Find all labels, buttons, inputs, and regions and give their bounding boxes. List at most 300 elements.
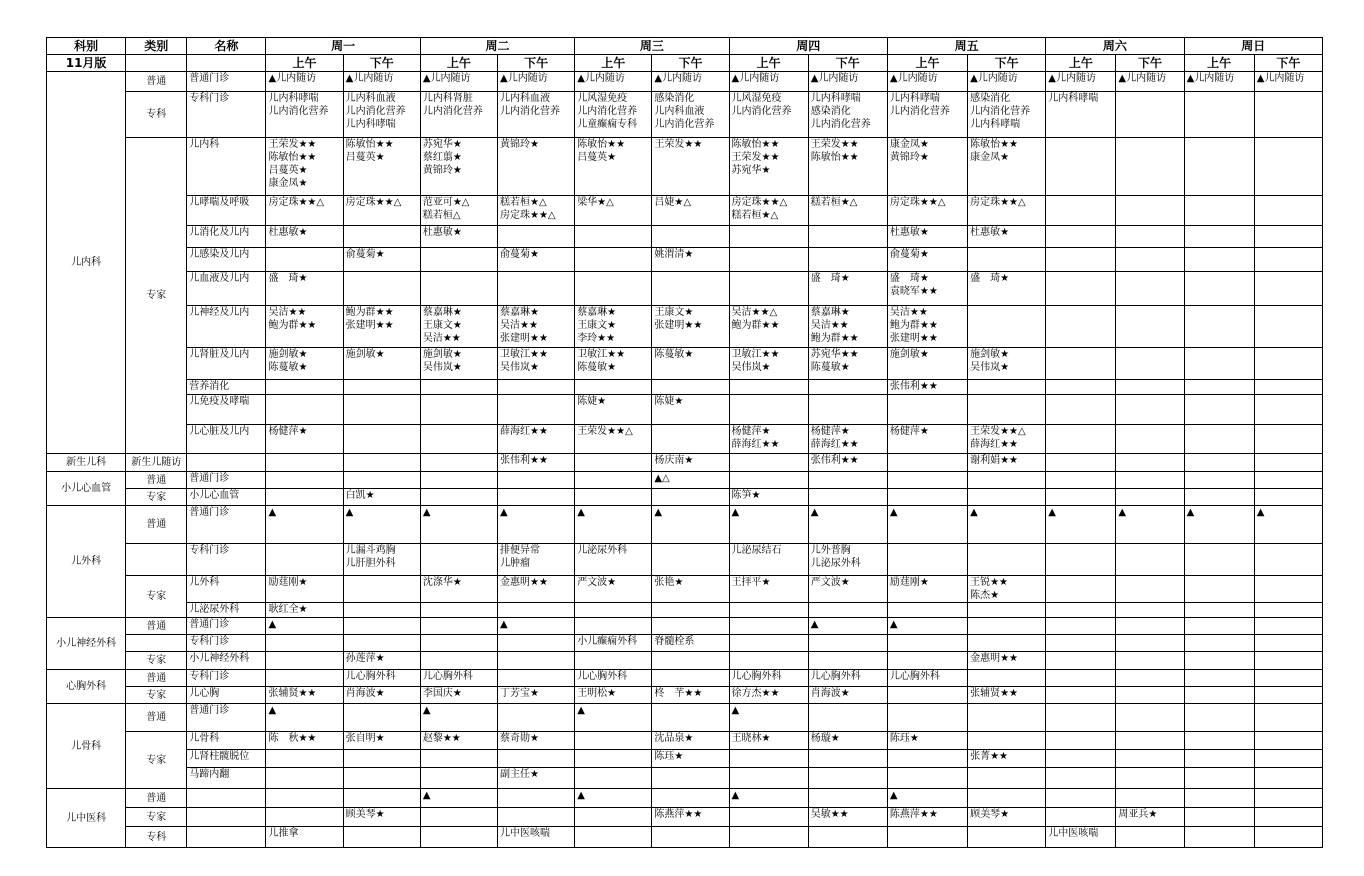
schedule-cell: 范亚可★△ 糕若桓△ bbox=[420, 196, 497, 226]
schedule-cell bbox=[1254, 196, 1322, 226]
schedule-cell bbox=[1184, 196, 1254, 226]
schedule-cell: 沈品泉★ bbox=[652, 732, 729, 750]
schedule-cell bbox=[808, 750, 887, 768]
schedule-cell bbox=[1254, 425, 1322, 454]
clinic-name-cell: 营养消化 bbox=[187, 380, 266, 395]
schedule-cell: 顾美琴★ bbox=[968, 808, 1046, 827]
schedule-cell: ▲儿内随访 bbox=[1254, 72, 1322, 92]
clinic-name-cell bbox=[187, 789, 266, 808]
schedule-cell: 张菁★★ bbox=[968, 750, 1046, 768]
schedule-cell bbox=[1116, 489, 1184, 506]
schedule-cell: ▲儿内随访 bbox=[887, 72, 967, 92]
schedule-cell bbox=[1046, 544, 1116, 576]
schedule-cell bbox=[1046, 138, 1116, 196]
schedule-cell: ▲儿内随访 bbox=[729, 72, 808, 92]
schedule-cell: 儿内科血液 儿内消化营养 儿内科哮喘 bbox=[343, 92, 420, 138]
schedule-cell: 陈珏★ bbox=[652, 750, 729, 768]
clinic-name-cell: 儿外科 bbox=[187, 576, 266, 603]
schedule-cell bbox=[652, 827, 729, 848]
schedule-cell bbox=[1116, 827, 1184, 848]
category-cell: 普通 bbox=[126, 789, 187, 808]
schedule-cell bbox=[729, 380, 808, 395]
schedule-cell bbox=[887, 687, 967, 704]
schedule-cell: 张艳★ bbox=[652, 576, 729, 603]
schedule-cell: 梁华★△ bbox=[575, 196, 652, 226]
header-blank bbox=[126, 55, 187, 72]
table-row bbox=[47, 670, 1323, 687]
schedule-cell: 赵黎★★ bbox=[420, 732, 497, 750]
clinic-name-cell: 儿感染及儿内 bbox=[187, 248, 266, 272]
table-row bbox=[47, 380, 1323, 395]
schedule-cell: 王锐★★ 陈杰★ bbox=[968, 576, 1046, 603]
schedule-cell bbox=[808, 789, 887, 808]
table-row bbox=[47, 576, 1323, 603]
schedule-cell bbox=[266, 750, 343, 768]
schedule-cell: 陈 秋★★ bbox=[266, 732, 343, 750]
schedule-cell: 顾美琴★ bbox=[343, 808, 420, 827]
schedule-cell: 张伟利★★ bbox=[498, 454, 575, 472]
schedule-cell bbox=[498, 272, 575, 306]
schedule-cell: 杜惠敏★ bbox=[266, 226, 343, 248]
table-row bbox=[47, 750, 1323, 768]
schedule-cell: ▲ bbox=[887, 618, 967, 635]
dept-cell: 儿骨科 bbox=[47, 704, 126, 789]
schedule-cell bbox=[887, 472, 967, 489]
schedule-cell bbox=[729, 618, 808, 635]
schedule-cell: 吴敏★★ bbox=[808, 808, 887, 827]
schedule-cell: 苏宛华★★ 陈蔓敏★ bbox=[808, 348, 887, 380]
schedule-cell bbox=[1116, 576, 1184, 603]
schedule-cell bbox=[1254, 92, 1322, 138]
schedule-cell bbox=[1116, 138, 1184, 196]
schedule-cell: ▲ bbox=[575, 704, 652, 732]
table-row bbox=[47, 687, 1323, 704]
schedule-cell bbox=[343, 395, 420, 425]
schedule-cell: 卫敏江★★ 吴伟岚★ bbox=[498, 348, 575, 380]
schedule-cell bbox=[968, 306, 1046, 348]
schedule-cell: 陈珏★ bbox=[887, 732, 967, 750]
schedule-cell: 耿红全★ bbox=[266, 603, 343, 618]
schedule-cell: 王荣发★★△ bbox=[575, 425, 652, 454]
schedule-cell bbox=[1254, 348, 1322, 380]
dept-cell: 儿内科 bbox=[47, 72, 126, 454]
schedule-cell bbox=[1046, 272, 1116, 306]
schedule-cell bbox=[1046, 395, 1116, 425]
schedule-cell bbox=[498, 704, 575, 732]
table-row bbox=[47, 544, 1323, 576]
schedule-cell bbox=[1184, 827, 1254, 848]
schedule-cell: ▲ bbox=[498, 506, 575, 544]
clinic-name-cell: 马蹄内翻 bbox=[187, 768, 266, 789]
clinic-name-cell: 专科门诊 bbox=[187, 544, 266, 576]
schedule-cell bbox=[1116, 380, 1184, 395]
schedule-cell bbox=[1116, 768, 1184, 789]
schedule-cell bbox=[1116, 196, 1184, 226]
schedule-cell: 房定珠★★△ bbox=[887, 196, 967, 226]
schedule-cell bbox=[266, 248, 343, 272]
schedule-cell bbox=[420, 380, 497, 395]
clinic-name-cell: 儿消化及儿内 bbox=[187, 226, 266, 248]
schedule-cell bbox=[968, 789, 1046, 808]
schedule-cell: ▲儿内随访 bbox=[266, 72, 343, 92]
schedule-cell bbox=[729, 395, 808, 425]
schedule-cell bbox=[498, 489, 575, 506]
schedule-cell: 杜惠敏★ bbox=[968, 226, 1046, 248]
schedule-cell bbox=[1184, 635, 1254, 652]
schedule-cell: 苏宛华★ 蔡红翦★ 黄锦玲★ bbox=[420, 138, 497, 196]
schedule-cell bbox=[420, 425, 497, 454]
schedule-cell bbox=[420, 603, 497, 618]
schedule-cell bbox=[1116, 395, 1184, 425]
table-row bbox=[47, 789, 1323, 808]
table-row bbox=[47, 72, 1323, 92]
clinic-name-cell: 普通门诊 bbox=[187, 704, 266, 732]
schedule-cell: 房定珠★★△ 糕若桓★△ bbox=[729, 196, 808, 226]
schedule-cell bbox=[266, 395, 343, 425]
schedule-cell: 薛海红★★ bbox=[498, 425, 575, 454]
schedule-cell: 脊髓栓系 bbox=[652, 635, 729, 652]
table-row bbox=[47, 704, 1323, 732]
schedule-cell: 孙莲萍★ bbox=[343, 652, 420, 670]
schedule-cell bbox=[1254, 635, 1322, 652]
schedule-cell: 儿心胸外科 bbox=[343, 670, 420, 687]
schedule-cell bbox=[1184, 768, 1254, 789]
table-row bbox=[47, 732, 1323, 750]
schedule-cell: 儿中医咳喘 bbox=[498, 827, 575, 848]
schedule-cell: ▲ bbox=[266, 506, 343, 544]
category-cell: 专家 bbox=[126, 652, 187, 670]
schedule-cell bbox=[968, 395, 1046, 425]
clinic-name-cell: 儿神经及儿内 bbox=[187, 306, 266, 348]
schedule-cell: 卫敏江★★ 吴伟岚★ bbox=[729, 348, 808, 380]
schedule-cell: 陈蔓敏★ bbox=[652, 348, 729, 380]
schedule-cell: ▲ bbox=[887, 789, 967, 808]
schedule-cell bbox=[575, 768, 652, 789]
schedule-cell bbox=[968, 827, 1046, 848]
header-am: 上午 bbox=[1184, 55, 1254, 72]
schedule-cell: 俞蔓菊★ bbox=[498, 248, 575, 272]
schedule-cell: 蔡嘉琳★ 王康文★ 吴洁★★ bbox=[420, 306, 497, 348]
schedule-cell bbox=[887, 395, 967, 425]
schedule-cell bbox=[729, 768, 808, 789]
schedule-cell: 儿心胸外科 bbox=[808, 670, 887, 687]
schedule-cell: ▲ bbox=[808, 618, 887, 635]
schedule-cell bbox=[1254, 827, 1322, 848]
schedule-cell bbox=[1184, 732, 1254, 750]
schedule-cell: ▲儿内随访 bbox=[1046, 72, 1116, 92]
schedule-cell bbox=[343, 768, 420, 789]
schedule-cell: 陈笋★ bbox=[729, 489, 808, 506]
schedule-cell bbox=[887, 544, 967, 576]
schedule-cell bbox=[420, 454, 497, 472]
schedule-cell: 徐方杰★★ bbox=[729, 687, 808, 704]
schedule-cell bbox=[1254, 138, 1322, 196]
schedule-cell bbox=[1184, 454, 1254, 472]
schedule-cell: 施剑敏★ bbox=[343, 348, 420, 380]
schedule-cell: 儿内科肾脏 儿内消化营养 bbox=[420, 92, 497, 138]
schedule-cell bbox=[1184, 704, 1254, 732]
schedule-cell: ▲ bbox=[968, 506, 1046, 544]
schedule-cell bbox=[1184, 544, 1254, 576]
schedule-cell bbox=[1046, 808, 1116, 827]
schedule-cell bbox=[652, 768, 729, 789]
clinic-name-cell: 儿心脏及儿内 bbox=[187, 425, 266, 454]
schedule-cell bbox=[1254, 603, 1322, 618]
schedule-cell: 励莛刚★ bbox=[266, 576, 343, 603]
schedule-cell bbox=[1254, 687, 1322, 704]
schedule-cell bbox=[575, 750, 652, 768]
header-dept: 科别 bbox=[47, 38, 126, 55]
schedule-cell: ▲ bbox=[575, 789, 652, 808]
dept-cell: 小儿神经外科 bbox=[47, 618, 126, 670]
schedule-cell: ▲ bbox=[729, 506, 808, 544]
schedule-cell bbox=[1116, 687, 1184, 704]
schedule-cell bbox=[1046, 425, 1116, 454]
schedule-cell bbox=[1046, 348, 1116, 380]
schedule-cell bbox=[1046, 618, 1116, 635]
category-cell: 普通 bbox=[126, 618, 187, 635]
schedule-cell bbox=[1254, 380, 1322, 395]
schedule-cell bbox=[343, 603, 420, 618]
header-pm: 下午 bbox=[808, 55, 887, 72]
table-row bbox=[47, 272, 1323, 306]
schedule-cell bbox=[343, 789, 420, 808]
schedule-cell bbox=[1116, 670, 1184, 687]
schedule-cell: 儿内科哮喘 儿内消化营养 bbox=[266, 92, 343, 138]
schedule-cell: ▲儿内随访 bbox=[420, 72, 497, 92]
schedule-cell: 糕若桓★△ 房定珠★★△ bbox=[498, 196, 575, 226]
schedule-cell bbox=[420, 472, 497, 489]
schedule-cell bbox=[266, 789, 343, 808]
schedule-cell bbox=[652, 489, 729, 506]
table-row bbox=[47, 92, 1323, 138]
schedule-cell bbox=[420, 544, 497, 576]
category-cell: 专家 bbox=[126, 687, 187, 704]
schedule-cell bbox=[1116, 618, 1184, 635]
schedule-cell bbox=[575, 732, 652, 750]
schedule-cell: 杨健萍★ bbox=[887, 425, 967, 454]
schedule-cell bbox=[1046, 248, 1116, 272]
header-day-fri: 周五 bbox=[887, 38, 1045, 55]
clinic-name-cell: 儿心胸 bbox=[187, 687, 266, 704]
schedule-cell bbox=[266, 472, 343, 489]
schedule-cell bbox=[420, 395, 497, 425]
schedule-cell bbox=[808, 248, 887, 272]
schedule-cell bbox=[1116, 603, 1184, 618]
schedule-cell: ▲儿内随访 bbox=[808, 72, 887, 92]
schedule-cell: 儿中医咳喘 bbox=[1046, 827, 1116, 848]
schedule-cell: 黄锦玲★ bbox=[498, 138, 575, 196]
schedule-cell bbox=[1116, 92, 1184, 138]
schedule-cell: 励莛刚★ bbox=[887, 576, 967, 603]
schedule-cell bbox=[1046, 732, 1116, 750]
schedule-cell bbox=[808, 635, 887, 652]
table-row bbox=[47, 138, 1323, 196]
clinic-name-cell: 普通门诊 bbox=[187, 506, 266, 544]
schedule-cell bbox=[808, 226, 887, 248]
schedule-cell: 陈婕★ bbox=[575, 395, 652, 425]
schedule-cell bbox=[575, 827, 652, 848]
schedule-cell: 蔡奇勋★ bbox=[498, 732, 575, 750]
header-pm: 下午 bbox=[652, 55, 729, 72]
schedule-cell bbox=[652, 272, 729, 306]
schedule-cell bbox=[498, 395, 575, 425]
dept-cell: 小儿心血管 bbox=[47, 472, 126, 506]
schedule-cell bbox=[968, 618, 1046, 635]
schedule-cell bbox=[729, 226, 808, 248]
schedule-cell: 施剑敏★ 陈蔓敏★ bbox=[266, 348, 343, 380]
schedule-cell bbox=[1116, 454, 1184, 472]
schedule-cell bbox=[808, 380, 887, 395]
header-row-days bbox=[47, 38, 1323, 55]
schedule-cell: ▲儿内随访 bbox=[1116, 72, 1184, 92]
schedule-cell: 陈敏怡★★ 康金凤★ bbox=[968, 138, 1046, 196]
schedule-cell bbox=[1184, 92, 1254, 138]
schedule-cell bbox=[1254, 808, 1322, 827]
schedule-cell bbox=[652, 618, 729, 635]
schedule-cell: ▲儿内随访 bbox=[968, 72, 1046, 92]
clinic-name-cell: 普通门诊 bbox=[187, 72, 266, 92]
schedule-cell bbox=[498, 750, 575, 768]
schedule-cell bbox=[420, 272, 497, 306]
header-am: 上午 bbox=[887, 55, 967, 72]
header-day-sun: 周日 bbox=[1184, 38, 1322, 55]
schedule-cell bbox=[1184, 750, 1254, 768]
schedule-cell: 康金凤★ 黄锦玲★ bbox=[887, 138, 967, 196]
header-am: 上午 bbox=[266, 55, 343, 72]
schedule-cell: 王拝平★ bbox=[729, 576, 808, 603]
schedule-cell bbox=[1116, 544, 1184, 576]
schedule-cell: ▲ bbox=[652, 506, 729, 544]
category-cell: 专家 bbox=[126, 808, 187, 827]
schedule-cell: 王晓林★ bbox=[729, 732, 808, 750]
schedule-cell: ▲ bbox=[343, 506, 420, 544]
schedule-cell: 柊 芊★★ bbox=[652, 687, 729, 704]
table-row bbox=[47, 395, 1323, 425]
schedule-cell: 儿泌尿外科 bbox=[575, 544, 652, 576]
header-row-halfdays bbox=[47, 55, 1323, 72]
schedule-cell bbox=[1046, 576, 1116, 603]
schedule-cell bbox=[729, 472, 808, 489]
schedule-cell bbox=[1116, 750, 1184, 768]
schedule-cell bbox=[729, 635, 808, 652]
schedule-cell bbox=[1046, 789, 1116, 808]
schedule-cell bbox=[887, 750, 967, 768]
schedule-cell: 谢利娟★★ bbox=[968, 454, 1046, 472]
schedule-cell bbox=[1254, 670, 1322, 687]
schedule-cell bbox=[498, 652, 575, 670]
schedule-cell: 糕若桓★△ bbox=[808, 196, 887, 226]
schedule-cell bbox=[808, 489, 887, 506]
schedule-cell bbox=[266, 454, 343, 472]
schedule-cell bbox=[575, 618, 652, 635]
schedule-cell: ▲ bbox=[266, 704, 343, 732]
table-row bbox=[47, 425, 1323, 454]
schedule-cell: 施剑敏★ 吴伟岚★ bbox=[968, 348, 1046, 380]
schedule-cell bbox=[1116, 635, 1184, 652]
schedule-cell: 俞蔓菊★ bbox=[343, 248, 420, 272]
schedule-cell: 王荣发★★ 陈敏怡★★ 吕蔓英★ 康金凤★ bbox=[266, 138, 343, 196]
dept-cell: 新生儿科 bbox=[47, 454, 126, 472]
header-day-mon: 周一 bbox=[266, 38, 420, 55]
schedule-cell bbox=[1046, 454, 1116, 472]
schedule-cell: 施剑敏★ 吴伟岚★ bbox=[420, 348, 497, 380]
dept-cell: 儿中医科 bbox=[47, 789, 126, 848]
clinic-name-cell: 儿免疫及哮喘 bbox=[187, 395, 266, 425]
schedule-cell bbox=[1184, 138, 1254, 196]
schedule-cell bbox=[575, 652, 652, 670]
schedule-cell bbox=[1184, 489, 1254, 506]
schedule-cell bbox=[968, 732, 1046, 750]
category-cell: 专家 bbox=[126, 138, 187, 454]
schedule-cell bbox=[1116, 425, 1184, 454]
schedule-cell bbox=[968, 380, 1046, 395]
schedule-cell bbox=[575, 454, 652, 472]
schedule-cell bbox=[729, 603, 808, 618]
schedule-cell bbox=[729, 808, 808, 827]
schedule-cell bbox=[575, 489, 652, 506]
table-row bbox=[47, 248, 1323, 272]
table-row bbox=[47, 635, 1323, 652]
schedule-cell bbox=[729, 827, 808, 848]
schedule-cell bbox=[420, 489, 497, 506]
schedule-cell bbox=[575, 808, 652, 827]
schedule-cell bbox=[1254, 489, 1322, 506]
schedule-cell bbox=[1046, 226, 1116, 248]
schedule-cell bbox=[968, 704, 1046, 732]
table-row bbox=[47, 827, 1323, 848]
schedule-cell bbox=[1184, 348, 1254, 380]
schedule-cell bbox=[1184, 425, 1254, 454]
schedule-cell: 杜惠敏★ bbox=[420, 226, 497, 248]
schedule-cell: 儿漏斗鸡胸 儿肝胆外科 bbox=[343, 544, 420, 576]
schedule-cell: ▲ bbox=[1116, 506, 1184, 544]
schedule-cell bbox=[266, 652, 343, 670]
schedule-cell bbox=[808, 704, 887, 732]
schedule-cell bbox=[1254, 226, 1322, 248]
schedule-cell: ▲儿内随访 bbox=[652, 72, 729, 92]
schedule-cell: 儿心胸外科 bbox=[729, 670, 808, 687]
header-edition: 11月版 bbox=[47, 55, 126, 72]
header-am: 上午 bbox=[729, 55, 808, 72]
schedule-cell: ▲ bbox=[575, 506, 652, 544]
category-cell: 普通 bbox=[126, 506, 187, 544]
schedule-cell bbox=[1184, 472, 1254, 489]
schedule-cell bbox=[1184, 272, 1254, 306]
schedule-cell bbox=[420, 827, 497, 848]
schedule-cell bbox=[968, 472, 1046, 489]
schedule-cell bbox=[887, 603, 967, 618]
schedule-cell bbox=[652, 226, 729, 248]
schedule-cell bbox=[498, 603, 575, 618]
schedule-cell: 严文波★ bbox=[808, 576, 887, 603]
schedule-cell bbox=[498, 226, 575, 248]
schedule-cell bbox=[420, 768, 497, 789]
schedule-cell bbox=[808, 652, 887, 670]
schedule-cell: 儿泌尿结石 bbox=[729, 544, 808, 576]
schedule-cell bbox=[266, 670, 343, 687]
schedule-cell: ▲ bbox=[729, 789, 808, 808]
table-row bbox=[47, 506, 1323, 544]
schedule-cell bbox=[1116, 226, 1184, 248]
dept-cell: 儿外科 bbox=[47, 506, 126, 618]
schedule-cell: 陈敏怡★★ 王荣发★★ 苏宛华★ bbox=[729, 138, 808, 196]
schedule-cell: 儿风湿免疫 儿内消化营养 bbox=[729, 92, 808, 138]
schedule-cell: ▲ bbox=[887, 506, 967, 544]
schedule-cell: 副主任★ bbox=[498, 768, 575, 789]
table-row bbox=[47, 808, 1323, 827]
header-name: 名称 bbox=[187, 38, 266, 55]
